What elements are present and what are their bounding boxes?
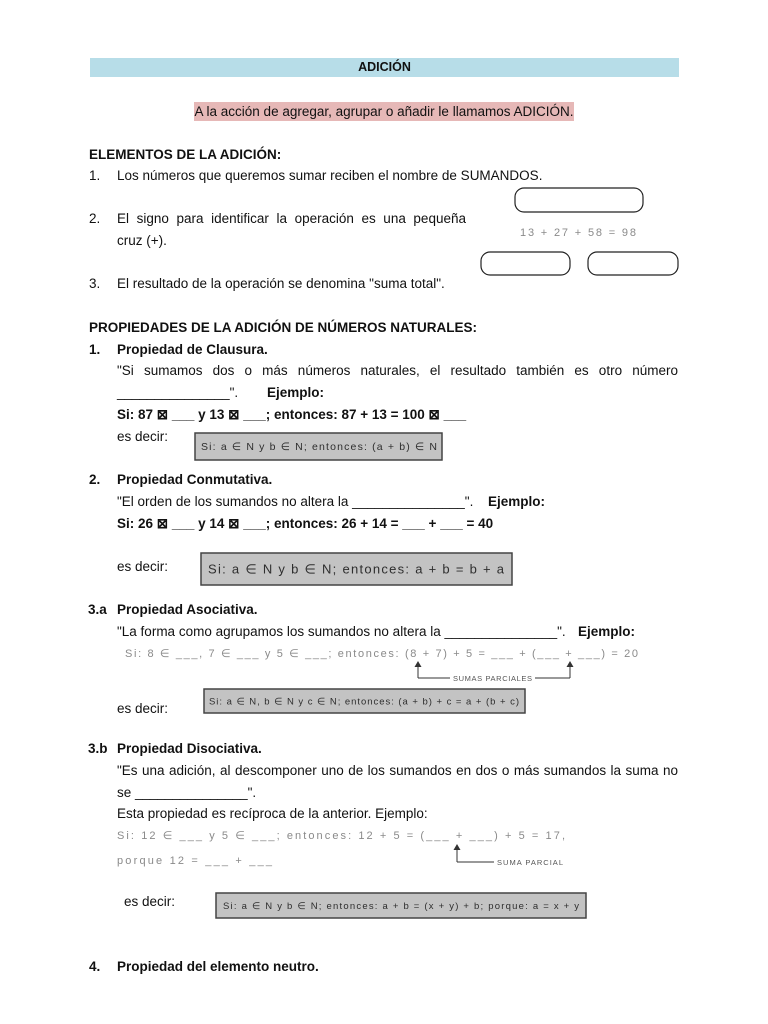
ejemplo-label: Ejemplo:: [488, 494, 546, 509]
blank-box-bottom-right: [588, 252, 678, 275]
property-example: Si: 26 ⊠ ___ y 14 ⊠ ___; entonces: 26 + 14 = ___ + ___ = 40: [117, 516, 494, 531]
property-text: _______________".: [117, 385, 239, 400]
property-number: 4.: [89, 959, 101, 974]
asociativa-example: Si: 8 ∈ ___, 7 ∈ ___ y 5 ∈ ___; entonces: (8 + 7) + 5 = ___ + (___ + ___) = 20: [125, 648, 638, 660]
item-text: El signo para identificar la operación es una pequeña: [117, 211, 466, 226]
property-number: 3.a: [88, 602, 107, 617]
arrow-up-icon: [454, 844, 461, 850]
propiedades-heading: PROPIEDADES DE LA ADICIÓN DE NÚMEROS NATURALES:: [89, 320, 478, 335]
elementos-heading: ELEMENTOS DE LA ADICIÓN:: [89, 147, 282, 162]
item-number: 2.: [89, 211, 101, 226]
blank-box-bottom-left: [481, 252, 570, 275]
suma-parcial-label: SUMA PARCIAL: [497, 858, 563, 867]
disociativa-example-line-1: Si: 12 ∈ ___ y 5 ∈ ___; entonces: 12 + 5 = (___ + ___) + 5 = 17,: [117, 830, 566, 842]
property-text: se _______________".: [117, 785, 257, 800]
disociativa-example-line-2: porque 12 = ___ + ___: [117, 855, 272, 867]
property-text: "La forma como agrupamos los sumandos no altera la _______________".: [117, 624, 566, 639]
item-text: El resultado de la operación se denomina "suma total".: [117, 276, 445, 291]
property-text: "Si sumamos dos o más números naturales, el resultado también es otro número: [117, 363, 678, 378]
property-number: 2.: [89, 472, 101, 487]
property-title: Propiedad del elemento neutro.: [117, 959, 319, 974]
item-number: 1.: [89, 168, 101, 183]
property-number: 1.: [89, 342, 101, 357]
property-text: "El orden de los sumandos no altera la _______________".: [117, 494, 474, 509]
property-number: 3.b: [88, 741, 108, 756]
property-example: Si: 87 ⊠ ___ y 13 ⊠ ___; entonces: 87 + 13 = 100 ⊠ ___: [117, 407, 467, 422]
item-text: cruz (+).: [117, 233, 167, 248]
property-title: Propiedad Disociativa.: [117, 741, 262, 756]
item-number: 3.: [89, 276, 101, 291]
property-title: Propiedad Asociativa.: [117, 602, 258, 617]
example-sum: 13 + 27 + 58 = 98: [520, 227, 636, 239]
sumas-parciales-label: SUMAS PARCIALES: [453, 674, 532, 683]
item-text: Los números que queremos sumar reciben el nombre de SUMANDOS.: [117, 168, 543, 183]
property-title: Propiedad de Clausura.: [117, 342, 268, 357]
ejemplo-label: Ejemplo:: [578, 624, 636, 639]
es-decir-label: es decir:: [124, 894, 176, 909]
arrow-up-icon: [567, 661, 574, 667]
arrow-up-icon: [415, 661, 422, 667]
asociativa-rule: Si: a ∈ N, b ∈ N y c ∈ N; entonces: (a + b) + c = a + (b + c): [209, 696, 519, 708]
intro-line: [0, 102, 768, 121]
page-title: ADICIÓN: [358, 60, 411, 74]
title-bar: [90, 58, 679, 77]
property-title: Propiedad Conmutativa.: [117, 472, 273, 487]
es-decir-label: es decir:: [117, 429, 169, 444]
es-decir-label: es decir:: [117, 559, 169, 574]
clausura-rule: Si: a ∈ N y b ∈ N; entonces: (a + b) ∈ N: [201, 441, 437, 453]
ejemplo-label: Ejemplo:: [267, 385, 325, 400]
es-decir-label: es decir:: [117, 701, 169, 716]
intro-highlight: A la acción de agregar, agrupar o añadir le llamamos ADICIÓN.: [194, 104, 574, 119]
property-text: "Es una adición, al descomponer uno de los sumandos en dos o más sumandos la suma no: [117, 763, 678, 778]
blank-box-top: [515, 188, 643, 212]
disociativa-rule: Si: a ∈ N y b ∈ N; entonces: a + b = (x + y) + b; porque: a = x + y: [223, 901, 579, 912]
conmutativa-rule: Si: a ∈ N y b ∈ N; entonces: a + b = b + a: [208, 561, 504, 577]
property-text: Esta propiedad es recíproca de la anterior. Ejemplo:: [117, 806, 428, 821]
